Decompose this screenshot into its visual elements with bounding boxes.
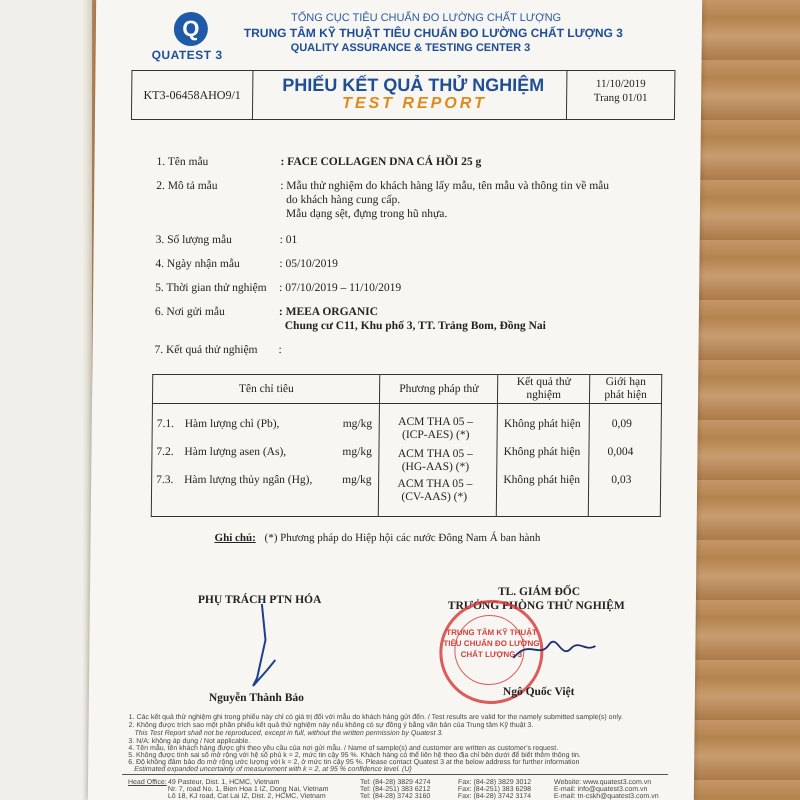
limit-cell: [588, 404, 661, 517]
item-value-line-2: do khách hàng cung cấp.: [286, 194, 401, 206]
row-method: ACM THA 05 –: [398, 416, 474, 428]
item-value: : Mẫu thử nghiệm do khách hàng lấy mẫu, tên mẫu và thông tin về mẫu: [280, 180, 610, 192]
item-value-line-3: Mẫu dạng sệt, đựng trong hũ nhựa.: [285, 208, 448, 220]
row-number: 7.1.: [156, 418, 175, 430]
background-wood: [690, 0, 800, 800]
right-signature-mark: [509, 630, 599, 670]
head-office-label: Head Office:: [127, 779, 167, 786]
branch-address-1: Nr. 7, road No. 1, Bien Hoa 1 IZ, Dong Nai, Vietnam: [167, 786, 329, 793]
right-signature-title-1: TL. GIÁM ĐỐC: [497, 586, 581, 598]
note-label: Ghi chú:: [214, 532, 256, 544]
org-line-1: TỔNG CỤC TIÊU CHUẨN ĐO LƯỜNG CHẤT LƯỢNG: [290, 12, 562, 24]
row-name: Hàm lượng thủy ngân (Hg),: [184, 474, 313, 486]
criteria-cell: [151, 404, 380, 517]
row-method-2: (CV-AAS) (*): [401, 491, 468, 503]
report-number: KT3-06458AHO9/1: [132, 71, 254, 119]
phone-3: Tel: (84-28) 3742 3160: [359, 793, 431, 800]
org-line-3: QUALITY ASSURANCE & TESTING CENTER 3: [290, 42, 531, 54]
item-sender: [93, 306, 693, 340]
item-label: 4. Ngày nhận mẫu: [155, 258, 240, 270]
row-limit: 0,09: [611, 418, 633, 430]
item-value: : MEEA ORGANIC: [278, 306, 379, 318]
branch-address-2: Lô 18, KJ road, Cat Lai IZ, Dist. 2, HCMC, Vietnam: [167, 793, 326, 800]
item-value: : FACE COLLAGEN DNA CÁ HỒI 25 g: [280, 156, 482, 168]
item-test-period: [93, 282, 693, 302]
item-value: :: [278, 344, 282, 356]
item-sample-quantity: [94, 234, 694, 254]
row-name: Hàm lượng chì (Pb),: [184, 418, 280, 430]
stamp-text: TRUNG TÂM KỸ THUẬT TIÊU CHUẨN ĐO LƯỜNG CHẤT LƯỢNG 3: [443, 628, 540, 659]
footer-divider: [122, 774, 668, 775]
item-value: : 01: [279, 234, 298, 246]
row-method-2: (ICP-AES) (*): [401, 429, 470, 441]
phone-1: Tel: (84-28) 3829 4274: [359, 779, 431, 786]
item-sample-description: [94, 180, 694, 226]
item-value-line-2: Chung cư C11, Khu phố 3, TT. Trảng Bom, Đồng Nai: [284, 320, 546, 332]
method-cell: [379, 404, 498, 517]
left-signature-mark: [239, 600, 290, 690]
row-limit: 0,03: [611, 474, 632, 486]
footnote-5: 5. Không được tính sai số mở rộng với hệ số phủ k = 2, mức tin cậy 95 %. Khách hàng có thể liên hệ theo địa chỉ bên dưới để biết thêm thông tin.: [128, 752, 581, 759]
header-method: Phương pháp thử: [380, 375, 498, 404]
email-link-1[interactable]: E-mail: info@quatest3.com.vn: [553, 786, 648, 793]
right-signature-name: Ngô Quốc Việt: [502, 686, 575, 698]
report-date-page: [566, 71, 675, 119]
logo-name: QUATEST 3: [151, 48, 223, 62]
header-criterion: Tên chỉ tiêu: [152, 375, 380, 404]
footnote-4: 4. Tên mẫu, tên khách hàng được ghi theo yêu cầu của nơi gửi mẫu. / Name of sample(s) and customer are written as customer's request.: [128, 745, 559, 752]
item-label: 5. Thời gian thử nghiệm: [155, 282, 267, 294]
footnote-6-en: Estimated expanded uncertainty of measurement with k = 2, at 95 % confidence level. (U): [134, 766, 412, 773]
phone-2: Tel: (84-251) 383 6212: [359, 786, 431, 793]
email-link-2[interactable]: E-mail: tn-cskh@quatest3.com.vn: [553, 793, 659, 800]
item-value: : 07/10/2019 – 11/10/2019: [279, 282, 402, 294]
website-link[interactable]: Website: www.quatest3.com.vn: [553, 779, 652, 786]
row-result: Không phát hiện: [503, 474, 581, 486]
row-result: Không phát hiện: [503, 446, 581, 458]
row-name: Hàm lượng asen (As),: [184, 446, 287, 458]
row-unit: mg/kg: [342, 474, 372, 486]
item-label: 1. Tên mẫu: [156, 156, 209, 168]
report-header-box: [131, 70, 676, 120]
item-label: 3. Số lượng mẫu: [155, 234, 232, 246]
row-unit: mg/kg: [342, 418, 373, 430]
footnote-6: 6. Độ không đảm bảo đo mở rộng ước lượng với k = 2, ở mức tin cậy 95 %. Please contact Quatest 3 at the below address for further information: [128, 759, 580, 766]
head-office-address: 49 Pasteur, Dist. 1, HCMC, Vietnam: [167, 779, 280, 786]
row-method-2: (HG-AAS) (*): [401, 461, 470, 473]
item-label: 6. Nơi gửi mẫu: [154, 306, 225, 318]
result-cell: [496, 404, 589, 517]
item-receive-date: [93, 258, 693, 278]
item-test-results: [92, 344, 692, 364]
note: [214, 532, 540, 544]
item-value: : 05/10/2019: [279, 258, 338, 270]
item-label: 2. Mô tả mẫu: [156, 180, 218, 192]
background-left: [0, 0, 92, 800]
row-unit: mg/kg: [342, 446, 372, 458]
report-page: Trang 01/01: [593, 92, 648, 104]
report-date: 11/10/2019: [595, 78, 646, 90]
row-method: ACM THA 05 –: [397, 478, 473, 490]
left-signature-name: Nguyễn Thành Bảo: [208, 692, 304, 704]
test-report-sheet: [88, 0, 702, 800]
results-table: [151, 374, 662, 517]
row-limit: 0,004: [607, 446, 634, 458]
row-number: 7.3.: [156, 474, 174, 486]
item-sample-name: [94, 156, 694, 176]
header-result: Kết quả thử nghiệm: [498, 375, 590, 404]
row-number: 7.2.: [156, 446, 174, 458]
footnote-3: 3. N/A: không áp dụng / Not applicable.: [128, 738, 251, 745]
row-method: ACM THA 05 –: [397, 448, 473, 460]
fax-2: Fax: (84-251) 383 6298: [457, 786, 532, 793]
footnote-2: 2. Không được trích sao một phần phiếu kết quả thử nghiệm này nếu không có sự đồng ý bằng văn bản của Trung tâm Kỹ thuật 3.: [128, 722, 534, 729]
quatest-logo-icon: Q: [174, 12, 208, 46]
note-text: (*) Phương pháp do Hiệp hội các nước Đông Nam Á ban hành: [264, 532, 541, 544]
left-signature-title: PHỤ TRÁCH PTN HÓA: [197, 594, 322, 606]
table-header-row: [152, 375, 661, 404]
title-english: TEST REPORT: [342, 95, 487, 112]
org-line-2: TRUNG TÂM KỸ THUẬT TIÊU CHUẨN ĐO LƯỜNG CHẤT LƯỢNG 3: [243, 26, 623, 40]
row-result: Không phát hiện: [503, 418, 581, 430]
title-vietnamese: PHIẾU KẾT QUẢ THỬ NGHIỆM: [282, 75, 545, 95]
footnote-2-en: This Test Report shall not be reproduced, except in full, without the written permission by Quatest 3.: [134, 730, 444, 737]
table-body: [151, 404, 661, 517]
fax-1: Fax: (84-28) 3829 3012: [457, 779, 532, 786]
right-signature-title-2: TRƯỞNG PHÒNG THỬ NGHIỆM: [447, 600, 625, 612]
item-label: 7. Kết quả thử nghiệm: [154, 344, 258, 356]
fax-3: Fax: (84-28) 3742 3174: [457, 793, 532, 800]
header-detection-limit: Giới hạn phát hiện: [590, 375, 662, 404]
footnote-1: 1. Các kết quả thử nghiệm ghi trong phiếu này chỉ có giá trị đối với mẫu do khách hàng gửi đến. / Test results are valid for the namely submitted sample(s) only.: [128, 714, 623, 721]
